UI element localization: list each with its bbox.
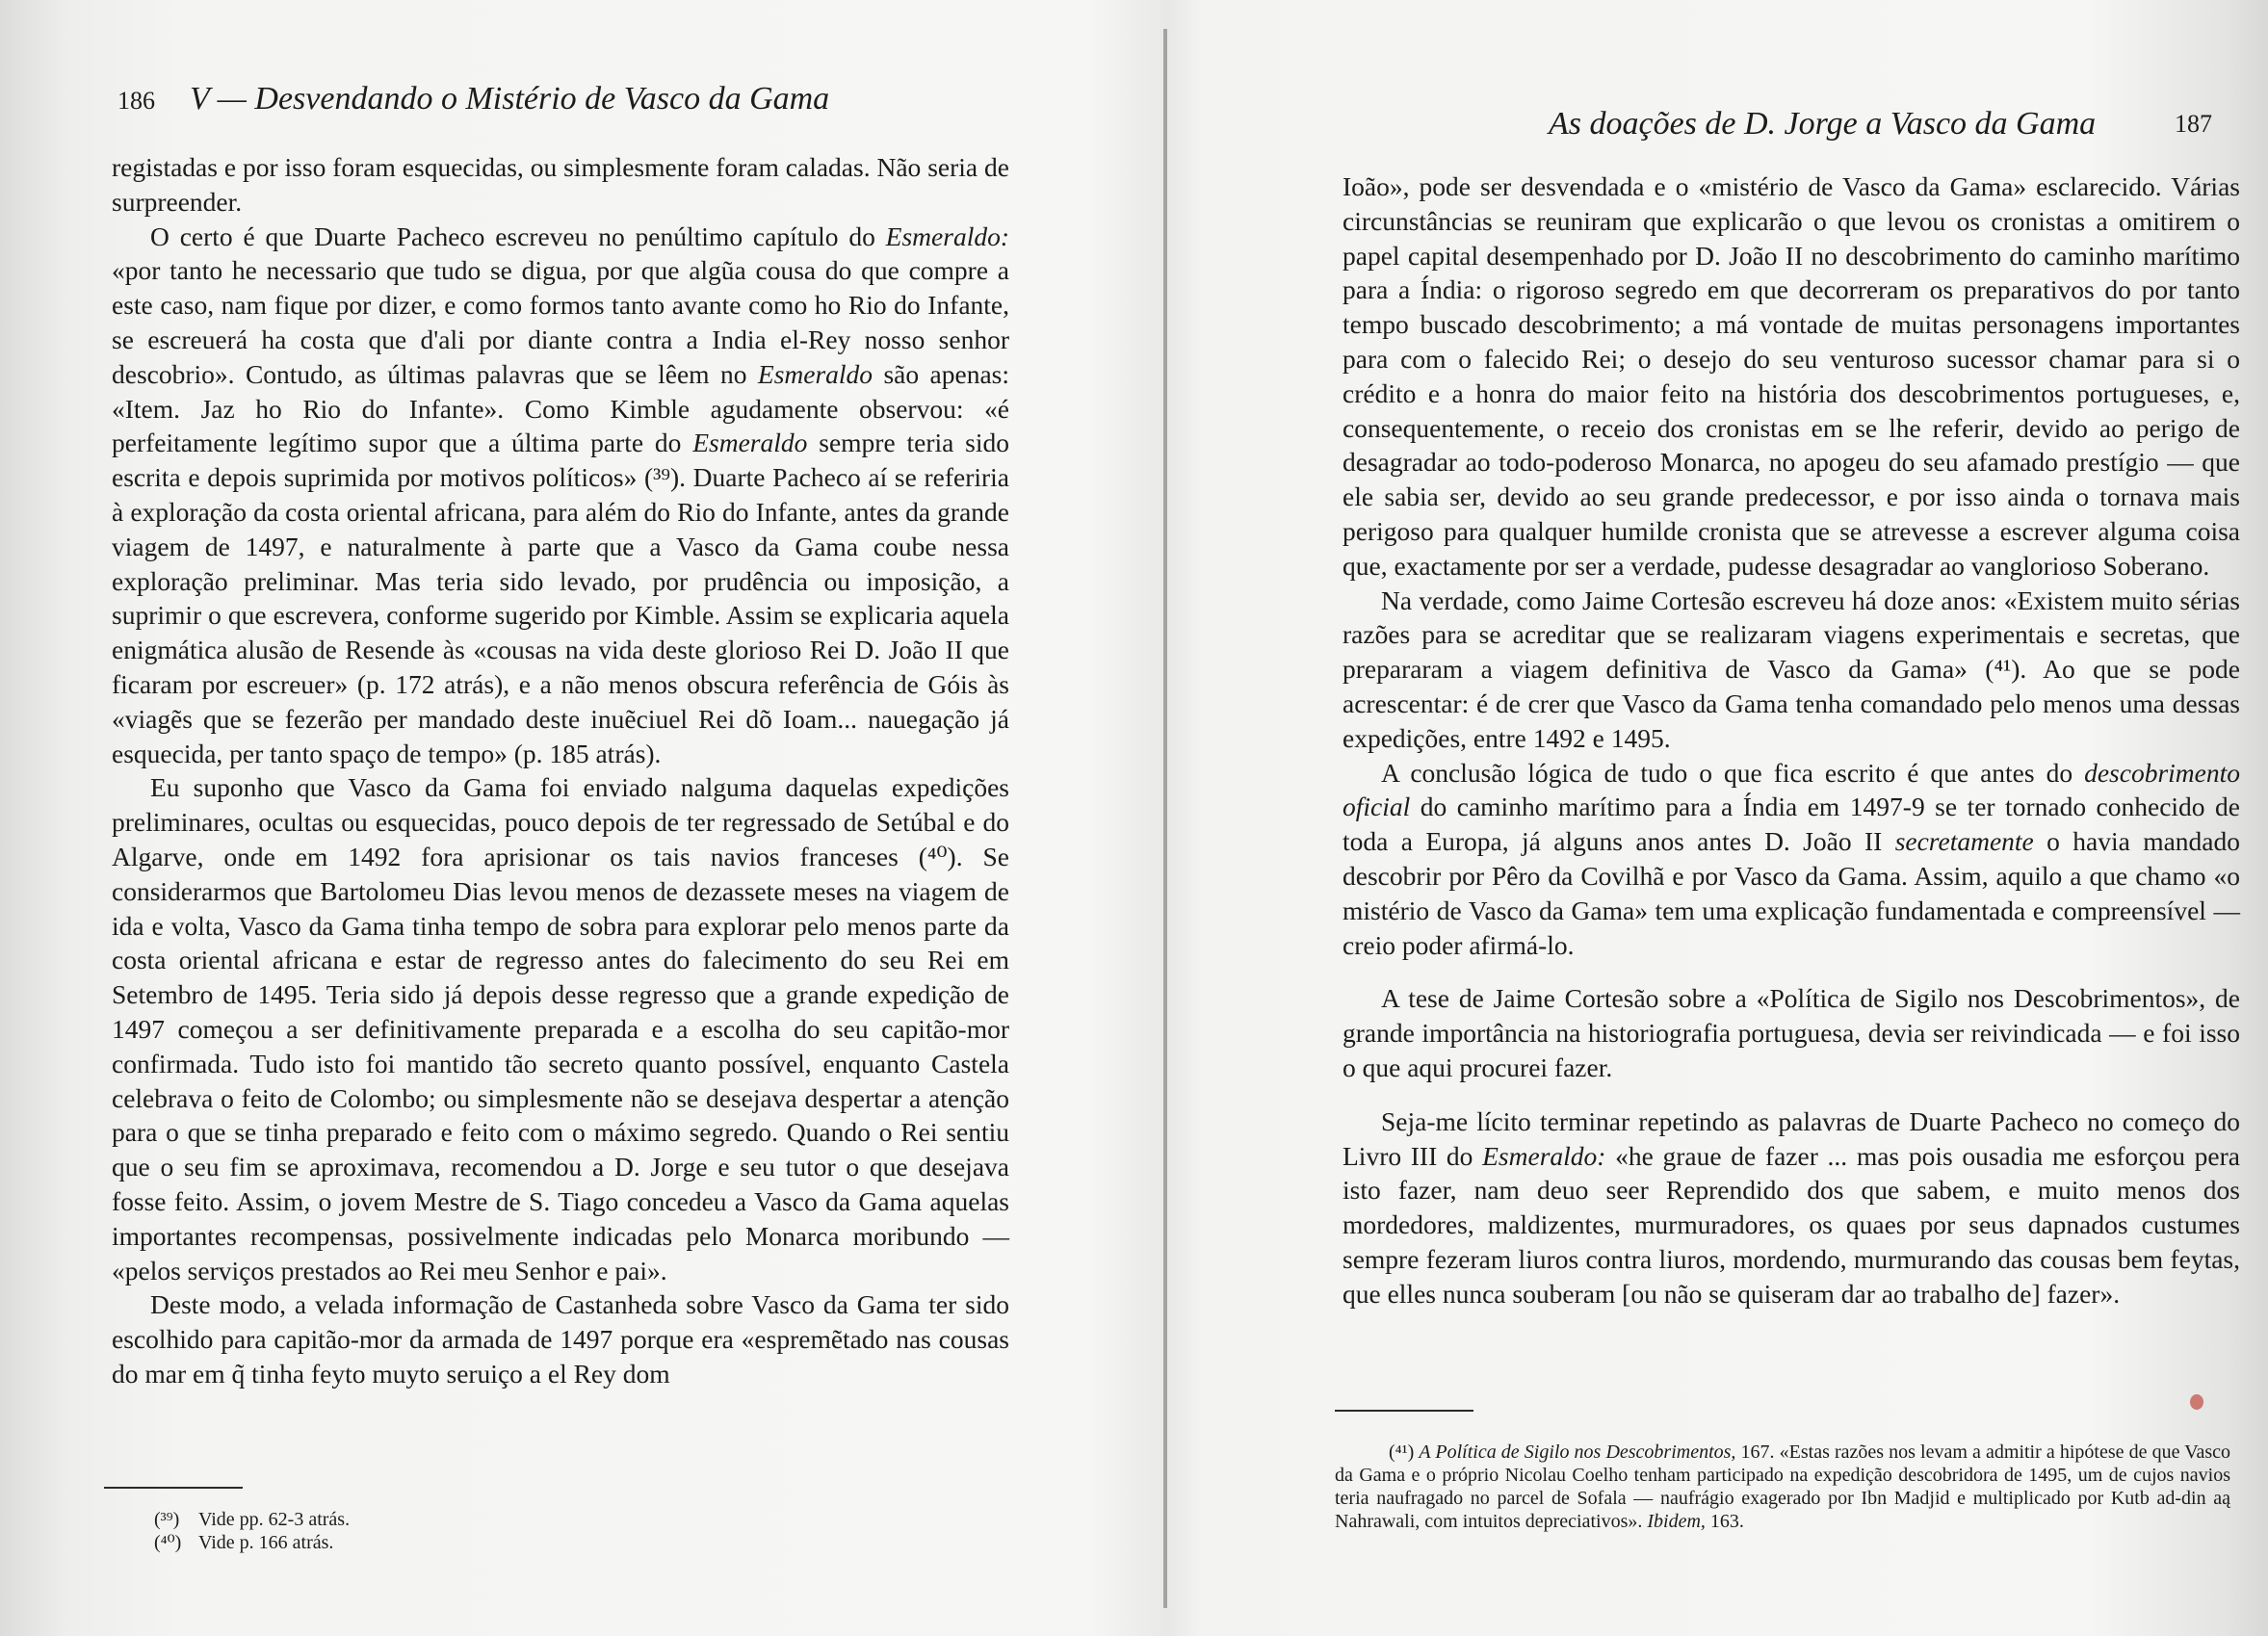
left-running-head-title: V — Desvendando o Mistério de Vasco da Gama [190,81,830,117]
right-running-head [1549,106,2096,143]
paragraph [1343,981,2240,1084]
text-run: Seja-me lícito terminar repetindo as palavras de Duarte Pacheco no começo do Livro III do [1343,1105,2240,1171]
footnote-mark: (³⁹) [154,1509,180,1530]
paragraph [112,150,1009,220]
text-run: «por tanto he necessario que tudo se digua, por que algũa cousa do que compre a este caso, nam fique por dizer, e como formos tanto avante como ho Rio do Infante, se escreuerá ha costa que d'ali por diante contra a India el-Rey nosso senhor descobrio». Contudo, as últimas palavras que se lêem no [112,255,1009,389]
left-page-number: 186 [117,87,155,115]
right-body-text [1343,169,2240,1311]
ink-smudge [2190,1394,2203,1410]
footnote [154,1531,636,1554]
text-run: o havia mandado descobrir por Pêro da Covilhã e por Vasco da Gama. Assim, aquilo a que chamo «o mistério de Vasco da Gama» tem uma explicação fundamentada e compreensível — creio poder afirmá-lo. [1343,826,2241,960]
paragraph [112,220,1009,771]
paragraph [1343,169,2240,584]
text-run: são apenas: «Item. Jaz ho Rio do Infante». Como Kimble agudamente observou: «é perfeitamente legítimo supor que a última parte do [112,358,1009,458]
italic-text: Esmeraldo [757,358,873,389]
text-run: A tese de Jaime Cortesão sobre a «Política de Sigilo nos Descobrimentos», de grande importância na historiografia portuguesa, devia ser reivindicada — e foi isso o que aqui procurei fazer. [1343,983,2240,1082]
right-running-head-title: As doações de D. Jorge a Vasco da Gama [1549,106,2097,142]
right-page-number: 187 [2175,110,2212,138]
text-run: «he graue de fazer ... mas pois ousadia me esforçou pera isto fazer, nam deuo seer Reprendido dos que sabem, e muito menos dos mordedores, maldizentes, murmuradores, os quaes por seus dapnados custumes sempre fezeram liuros contra liuros, mordendo, murmurando das cousas bem feytas, que elles nunca souberam [ou não se quiseram dar ao trabalho de] fazer». [1343,1140,2240,1309]
italic-text: Esmeraldo [692,428,808,458]
left-footnotes [154,1508,636,1554]
right-footnotes [1335,1441,2230,1533]
footnote [154,1508,636,1531]
footnote-mark: (⁴¹) [1389,1441,1415,1463]
footnote-text: Vide p. 166 atrás. [198,1532,334,1553]
text-run: 167. «Estas razões nos levam a admitir a hipótese de que Vasco da Gama e o próprio Nicolau Coelho tenham participado na expedição descobridora de 1495, um de cujos navios teria naufragado no parcel de Sofala — naufrágio exagerado por Ibn Madjid e multiplicado por Kutb ad-din aą Nahrawali, com intuitos depreciativos». [1335,1441,2230,1532]
book-spine [1163,29,1167,1608]
text-run: 163. [1705,1511,1744,1532]
text-run: registadas e por isso foram esquecidas, ou simplesmente foram caladas. Não seria de surpreender. [112,152,1009,217]
paragraph [1343,1104,2240,1311]
footnote [1335,1441,2230,1533]
paragraph [1343,756,2240,963]
text-run: Ioão», pode ser desvendada e o «mistério de Vasco da Gama» esclarecido. Várias circunstâncias se reuniram que explicarão o que levou os cronistas a omitirem o papel capital desempenhado por D. João II no descobrimento do caminho marítimo para a Índia: o rigoroso segredo em que decorreram os preparativos do por tanto tempo buscado descobrimento; a má vontade de muitas personagens importantes para com o falecido Rei; o desejo do seu venturoso sucessor chamar para si o crédito e a honra do maior feito na história dos descobrimentos portugueses, e, consequentemente, o receio dos cronistas em se lhe referir, devido ao perigo de desagradar ao todo-poderoso Monarca, no apogeu do seu afamado prestígio — que ele sabia ser, devido ao seu grande predecessor, e por isso ainda o tornava mais perigoso para qualquer humilde cronista que se atrevesse a escrever alguma coisa que, exactamente por ser a verdade, pudesse desagradar ao vanglorioso Soberano. [1343,171,2240,581]
italic-text: secretamente [1894,826,2034,857]
text-run: O certo é que Duarte Pacheco escreveu no penúltimo capítulo do [150,221,886,251]
text-run: Eu suponho que Vasco da Gama foi enviado nalguma daquelas expedições preliminares, ocultas ou esquecidas, pouco depois de ter regressado de Setúbal e do Algarve, onde em 1492 fora aprisionar os tais navios franceses (⁴⁰). Se considerarmos que Bartolomeu Dias levou menos de dezassete meses na viagem de ida e volta, Vasco da Gama tinha tempo de sobra para explorar pelo menos parte da costa oriental africana e estar de regresso antes do falecimento do seu Rei em Setembro de 1495. Teria sido já depois desse regresso que a grande expedição de 1497 começou a ser definitivamente preparada e a escolha do seu capitão-mor confirmada. Tudo isto foi mantido tão secreto quanto possível, enquanto Castela celebrava o feito de Colombo; ou simplesmente não se desejava despertar a atenção para o que se tinha preparado e feito com o máximo segredo. Quando o Rei sentiu que o seu fim se aproximava, recomendou a D. Jorge e seu tutor o que desejava fosse feito. Assim, o jovem Mestre de S. Tiago concedeu a Vasco da Gama aquelas importantes recompensas, possivelmente indicadas pelo Monarca moribundo — «pelos serviços prestados ao Rei meu Senhor e pai». [112,772,1009,1285]
italic-text: Esmeraldo: [885,221,1009,251]
left-footnote-rule [104,1487,243,1489]
italic-text: Esmeraldo: [1482,1140,1606,1171]
text-run: Deste modo, a velada informação de Castanheda sobre Vasco da Gama ter sido escolhido para capitão-mor da armada de 1497 porque era «espremẽtado nas cousas do mar em q̃ tinha feyto muyto seruiço a el Rey dom [112,1289,1009,1389]
left-running-head [117,81,829,117]
text-run: A conclusão lógica de tudo o que fica escrito é que antes do [1381,757,2085,788]
paragraph [112,1287,1009,1390]
left-body-text [112,150,1009,1391]
text-run: do caminho marítimo para a Índia em 1497-9 se ter tornado conhecido de toda a Europa, já alguns anos antes D. João II [1343,792,2240,857]
italic-text: A Política de Sigilo nos Descobrimentos, [1419,1441,1736,1463]
italic-text: Ibidem, [1647,1511,1706,1532]
footnote-text: Vide pp. 62-3 atrás. [198,1509,351,1530]
text-run: Na verdade, como Jaime Cortesão escreveu há doze anos: «Existem muito sérias razões para se acreditar que se realizaram viagens experimentais e secretas, que prepararam a viagem definitiva de Vasco da Gama» (⁴¹). Ao que se pode acrescentar: é de crer que Vasco da Gama tenha comandado pelo menos uma dessas expedições, entre 1492 e 1495. [1343,584,2240,753]
right-footnote-rule [1335,1410,1473,1412]
italic-text: descobrimento oficial [1343,757,2240,822]
paragraph [112,770,1009,1287]
text-run: sempre teria sido escrita e depois suprimida por motivos políticos» (³⁹). Duarte Pacheco aí se referiria à exploração da costa oriental africana, para além do Rio do Infante, antes da grande viagem de 1497, e naturalmente à parte que a Vasco da Gama coube nessa exploração preliminar. Mas teria sido levado, por prudência ou imposição, a suprimir o que escrevera, conforme sugerido por Kimble. Assim se explicaria aquela enigmática alusão de Resende às «cousas na vida deste glorioso Rei D. João II que ficaram por escreuer» (p. 172 atrás), e a não menos obscura referência de Góis às «viagẽs que se fezerão per mandado deste inuẽciuel Rei dõ Ioam... nauegação já esquecida, per tanto spaço de tempo» (p. 185 atrás). [112,428,1010,768]
paragraph [1343,584,2240,756]
footnote-mark: (⁴⁰) [154,1532,182,1553]
